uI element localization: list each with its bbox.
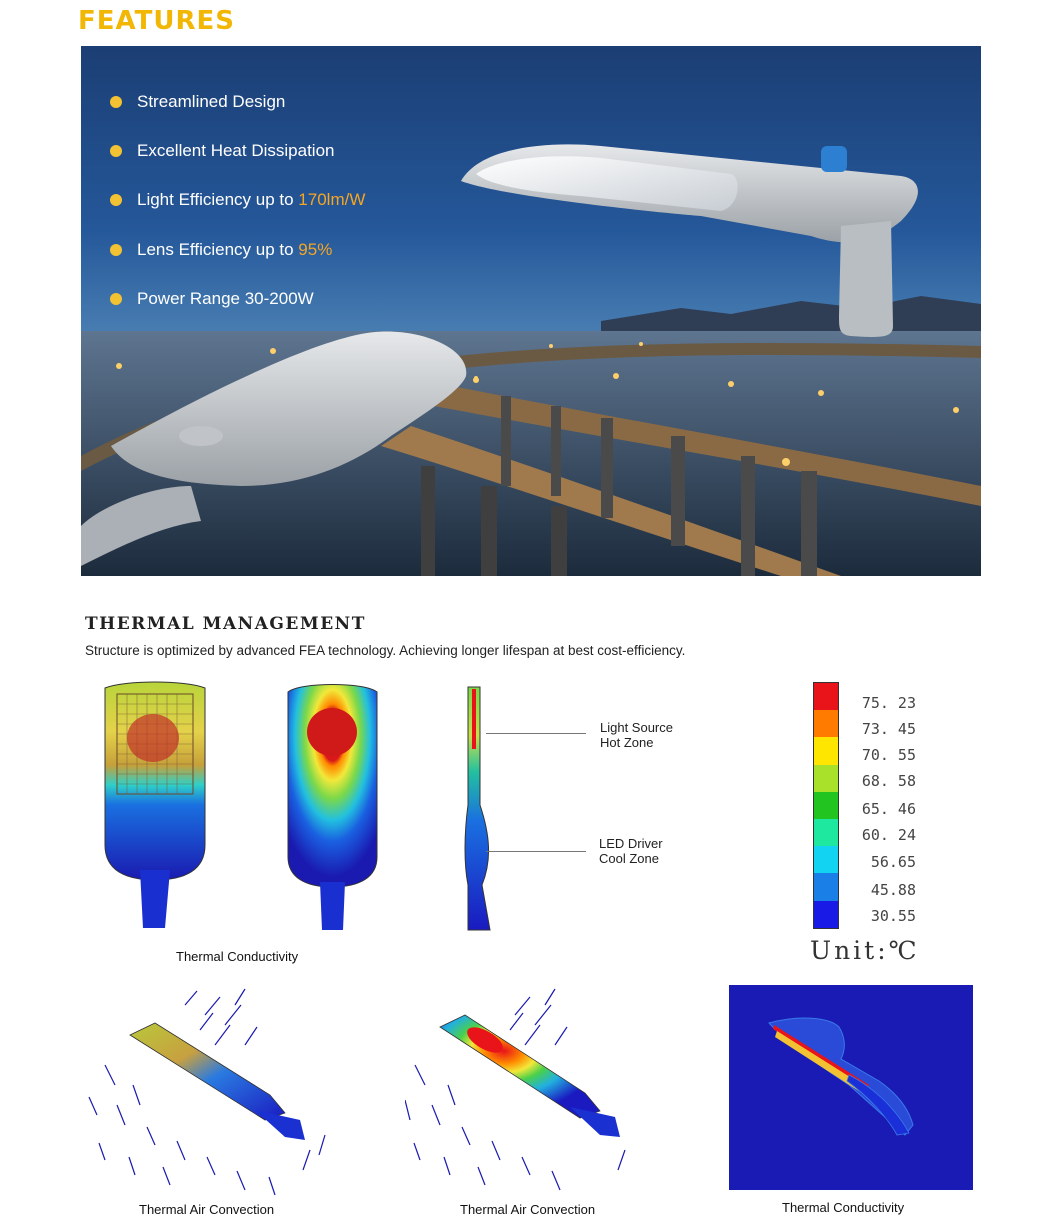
legend-value: 45.88 [870, 881, 916, 899]
legend-swatch [814, 846, 838, 873]
legend-value: 70. 55 [861, 746, 916, 764]
legend-value: 68. 58 [861, 772, 916, 790]
caption-thermal-conductivity-top: Thermal Conductivity [176, 949, 299, 964]
highlight-value: 170lm/W [298, 190, 366, 209]
legend-swatch [814, 710, 838, 737]
legend-value: 56.65 [870, 853, 916, 871]
legend-value: 30.55 [870, 907, 916, 925]
caption-air-convection-2: Thermal Air Convection [460, 1202, 596, 1217]
legend-value: 60. 24 [861, 826, 916, 844]
feature-item-lens-efficiency: Lens Efficiency up to 95% [110, 240, 332, 260]
bullet-icon [110, 194, 122, 206]
legend-swatch [814, 683, 838, 710]
thermal-subtitle: Structure is optimized by advanced FEA technology. Achieving longer lifespan at best cost-efficiency. [85, 643, 686, 658]
hot-zone-label: Light Source Hot Zone [600, 720, 673, 750]
feature-item-heat: Excellent Heat Dissipation [110, 141, 334, 161]
temperature-legend-bar [813, 682, 839, 929]
legend-swatch [814, 819, 838, 846]
bullet-icon [110, 244, 122, 256]
thermal-image-top-view-2 [280, 682, 385, 932]
thermal-image-air-convection-1 [85, 985, 345, 1200]
legend-value: 65. 46 [861, 800, 916, 818]
legend-swatch [814, 765, 838, 792]
bullet-icon [110, 96, 122, 108]
legend-value: 73. 45 [861, 720, 916, 738]
bullet-icon [110, 145, 122, 157]
caption-air-convection-1: Thermal Air Convection [139, 1202, 275, 1217]
thermal-image-air-convection-2 [405, 985, 665, 1200]
lamp-top-image [461, 144, 918, 337]
bullet-icon [110, 293, 122, 305]
cool-zone-leader-line [486, 851, 586, 852]
legend-swatch [814, 901, 838, 928]
feature-item-streamlined: Streamlined Design [110, 92, 285, 112]
legend-swatch [814, 873, 838, 900]
caption-thermal-conductivity-bottom: Thermal Conductivity [782, 1200, 905, 1215]
hero-banner [81, 46, 981, 576]
thermal-image-top-view-1 [95, 680, 215, 930]
feature-item-power: Power Range 30-200W [110, 289, 314, 309]
legend-unit: Unit:℃ [810, 936, 920, 965]
features-heading: FEATURES [78, 6, 235, 36]
cool-zone-label: LED Driver Cool Zone [599, 836, 663, 866]
hero-scene [81, 46, 981, 576]
legend-swatch [814, 737, 838, 764]
thermal-image-side-view [460, 685, 500, 935]
legend-value: 75. 23 [861, 694, 916, 712]
hot-zone-leader-line [486, 733, 586, 734]
highlight-value: 95% [298, 240, 333, 259]
feature-item-light-efficiency: Light Efficiency up to 170lm/W [110, 190, 365, 210]
thermal-heading: THERMAL MANAGEMENT [85, 614, 366, 634]
legend-swatch [814, 792, 838, 819]
thermal-image-cross-section [729, 985, 973, 1190]
